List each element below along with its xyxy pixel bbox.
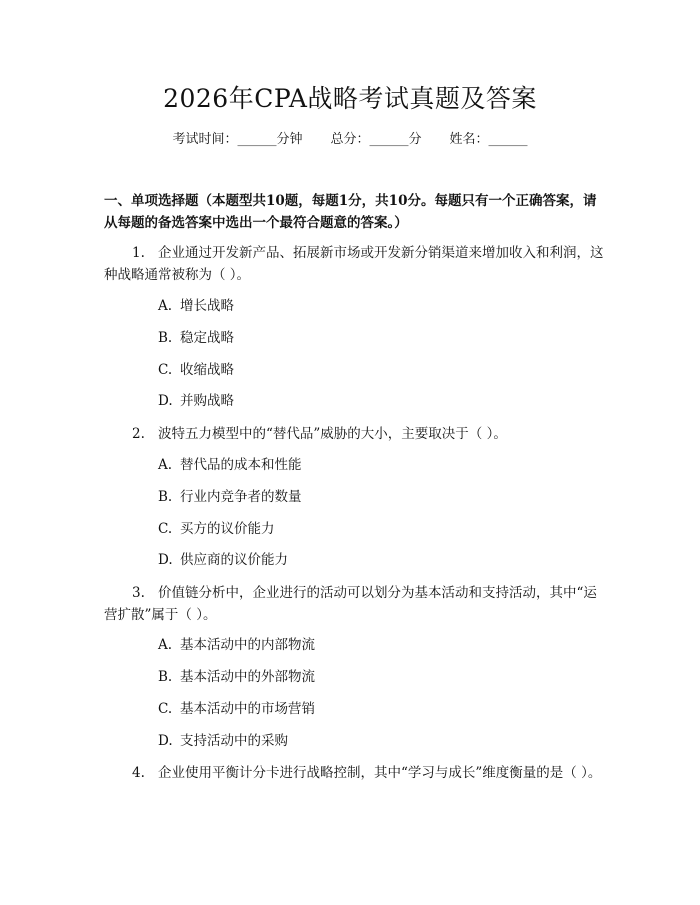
question-1-option-c [158,360,598,380]
option-letter: B. [158,330,173,346]
question-2 [104,423,604,445]
question-text: 企业使用平衡计分卡进行战略控制，其中“学习与成长”维度衡量的是（ ）。 [158,765,602,781]
question-number: 3. [132,585,145,601]
question-number: 1. [132,245,145,261]
question-text: 价值链分析中，企业进行的活动可以划分为基本活动和支持活动，其中“运营扩散”属于（ ）。 [104,585,597,623]
question-1-option-a [158,296,598,316]
page-title: 2026年CPA战略考试真题及答案 [163,84,537,113]
exam-time-field: 考试时间：______分钟 [172,132,303,147]
option-text: 替代品的成本和性能 [180,457,302,473]
option-letter: D. [158,552,173,568]
question-2-option-b [158,487,598,507]
question-3-option-a [158,635,598,655]
option-letter: D. [158,733,173,749]
option-text: 买方的议价能力 [180,521,275,537]
section-heading: 一、单项选择题（本题型共10题，每题1分，共10分。每题只有一个正确答案，请从每题的备选答案中选出一个最符合题意的答案。） [104,193,597,231]
option-letter: B. [158,669,173,685]
option-letter: C. [158,362,173,378]
name-field: 姓名：______ [449,132,528,147]
option-letter: C. [158,521,173,537]
question-1-option-d [158,391,598,411]
question-3 [104,582,604,626]
question-text: 波特五力模型中的“替代品”威胁的大小，主要取决于（ ）。 [158,426,507,442]
option-text: 稳定战略 [180,330,234,346]
option-text: 收缩战略 [180,362,234,378]
question-1-option-b [158,328,598,348]
total-score-field: 总分：______分 [330,132,422,147]
option-text: 基本活动中的市场营销 [180,701,315,717]
option-text: 基本活动中的外部物流 [180,669,315,685]
question-2-option-a [158,455,598,475]
question-3-option-c [158,699,598,719]
option-letter: A. [158,637,173,653]
question-number: 2. [132,426,145,442]
question-1 [104,242,604,286]
option-letter: A. [158,298,173,314]
question-4 [104,762,604,784]
option-letter: C. [158,701,173,717]
option-text: 并购战略 [180,393,234,409]
option-letter: D. [158,393,173,409]
option-text: 供应商的议价能力 [180,552,288,568]
option-letter: A. [158,457,173,473]
question-2-option-d [158,550,598,570]
option-text: 基本活动中的内部物流 [180,637,315,653]
question-2-option-c [158,519,598,539]
option-text: 增长战略 [180,298,234,314]
question-number: 4. [132,765,145,781]
option-text: 支持活动中的采购 [180,733,288,749]
question-text: 企业通过开发新产品、拓展新市场或开发新分销渠道来增加收入和利润，这种战略通常被称为（ ）。 [104,245,604,283]
question-3-option-d [158,731,598,751]
option-text: 行业内竞争者的数量 [180,489,302,505]
exam-info-line [0,130,700,150]
option-letter: B. [158,489,173,505]
question-3-option-b [158,667,598,687]
